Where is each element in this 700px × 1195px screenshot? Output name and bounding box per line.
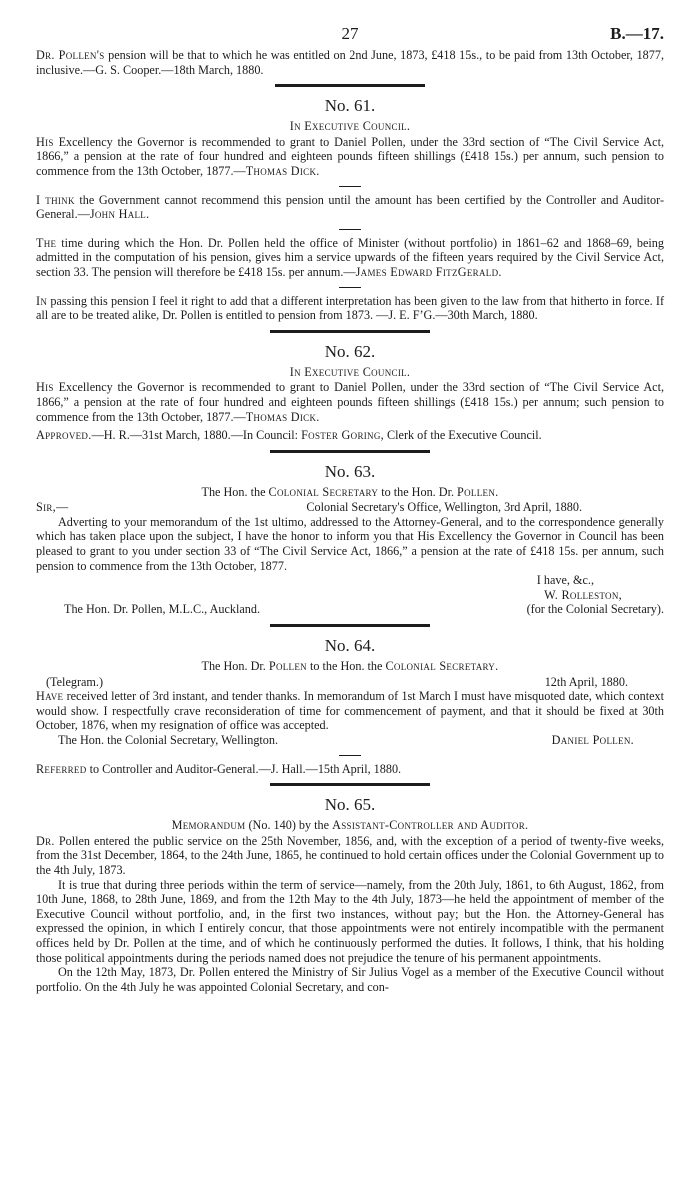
no65-subtitle-pre: Memorandum [171,818,246,833]
section-divider [270,330,430,333]
no62-approved-signature: Foster Goring, [301,428,384,443]
short-divider [339,755,361,756]
no65-title: No. 65. [324,795,376,815]
no63-salutation: Sir,— [36,500,69,515]
short-divider [339,229,361,230]
no65-subtitle-to: Assistant-Controller and Auditor. [332,818,529,833]
document-page [36,24,664,994]
no63-subtitle-to: Pollen. [457,484,499,499]
no61-p1-text: Excellency the Governor is recommended to grant to Daniel Pollen, under the 33rd section of “The Civil Service Act, 1866,” a pension at the rate of four hundred and eighteen pounds fifteen shillings (£418 15s.) per annum, such pension to commence from the 13th October, 1877.— [36,134,665,178]
no64-addressee: The Hon. the Colonial Secretary, Wellington. [58,733,279,747]
no64-subtitle [36,659,664,674]
intro-paragraph [36,48,664,77]
no63-subtitle-pre: The Hon. the [201,484,266,499]
no62-title: No. 62. [324,341,376,361]
no64-signature: Daniel Pollen. [551,733,634,747]
page-header [36,24,664,44]
no62-approved-text: —H. R.—31st March, 1880.—In Council: [91,428,299,443]
no61-p3-signature: James Edward FitzGerald. [355,264,502,279]
no63-subtitle-mid: to the Hon. Dr. [381,484,454,499]
short-divider [339,287,361,288]
no65-paragraph-1 [36,834,664,878]
section-divider [275,84,425,87]
no64-heading-row [36,675,664,690]
no62-approved-lead: Approved. [36,428,92,443]
no61-p2-signature: John Hall. [89,207,150,222]
no61-paragraph-1 [36,135,664,179]
no61-paragraph-2 [36,193,664,222]
no64-subtitle-to: Colonial Secretary. [385,659,499,674]
no62-approved-tail: Clerk of the Executive Council. [387,428,542,443]
no65-paragraph-2: It is true that during three periods within the term of service—namely, from the 20th July, 1861, to 6th August, 1862, from 10th June, 1868, to 28th June, 1869, and from the 12th May to the 4th July, 1873—he held the appointment of member of the Executive Council without portfolio, and, in the first two instances, without pay; but the Hon. the Attorney-General has expressed the opinion, in which I entirely concur, that those appointments were not entirely incompatible with the permanent offices held by Dr. Pollen at the time, and of which he continuously performed the duties. It follows, I think, that his holding those political appointments during the periods named does not prejudice the tenure of his permanent appointments. [36,877,664,965]
no62-p1-lead: His [36,380,54,395]
document-reference: B.—17. [610,24,664,43]
no63-office: Colonial Secretary's Office, Wellington, 3rd April, 1880. [306,500,582,515]
no63-closing: I have, &c., [536,573,594,588]
no63-addressee: The Hon. Dr. Pollen, M.L.C., Auckland. [64,602,260,617]
no63-footer-row [36,602,664,617]
no63-title: No. 63. [324,461,376,481]
no63-subtitle [36,485,664,500]
no62-paragraph-1 [36,380,664,424]
no65-p1-text: Pollen entered the public service on the 25th November, 1856, and, with the exception of a period of twenty-five weeks, from the 31st December, 1864, to the 24th June, 1865, he continued to hold certain offices under the Colonial Government up to the 4th July, 1873. [36,833,665,877]
no62-p1-text: Excellency the Governor is recommended to grant to Daniel Pollen, under the 33rd section of “The Civil Service Act, 1866,” a pension at the rate of four hundred and eighteen pounds fifteen shillings (£418 15s.) per annum; such pension to commence from the 13th October, 1877.— [36,380,665,424]
no64-subtitle-from: Pollen [268,659,307,674]
no64-referred-lead: Referred [36,761,87,776]
section-divider [270,783,430,786]
no64-footer-row [36,733,664,748]
no61-p1-signature: Thomas Dick. [245,163,320,178]
no63-body: Adverting to your memorandum of the 1st ultimo, addressed to the Attorney-General, and to the correspondence generally which has taken place upon the subject, I have the honor to inform you that His Excellency the Governor in Council has been pleased to grant to you under section 33 of “The Civil Service Act, 1866,” a pension at the rate of £418 15s. per annum, such pension to commence from the 13th October, 1877. [36,514,664,573]
no61-paragraph-4 [36,294,664,323]
no61-p1-lead: His [36,134,54,149]
no61-subtitle: In Executive Council. [289,119,411,134]
intro-name: Dr. Pollen's [36,48,105,62]
no61-p3-text: time during which the Hon. Dr. Pollen held the office of Minister (without portfolio) in 1861–62 and 1868–69, being admitted in the computation of his pension, gives him a service upwards of the fifteen years required by the Civil Service Act, section 33. The pension will therefore be £418 15s. per annum.— [36,235,664,279]
no62-p1-signature: Thomas Dick. [245,409,320,424]
no64-body-lead: Have [36,689,64,704]
no65-subtitle-mid: (No. 140) by the [248,818,330,833]
no61-p3-lead: The [36,235,57,250]
no63-heading-row [36,500,664,515]
no61-p4-lead: In [36,293,48,308]
no61-title: No. 61. [324,96,376,116]
no62-approved [36,428,664,443]
no64-body [36,689,664,733]
intro-text: pension will be that to which he was entitled on 2nd June, 1873, £418 15s., to be paid from 13th October, 1877, inclusive.—G. S. Cooper.—18th March, 1880. [36,48,664,77]
no63-subtitle-from: Colonial Secretary [268,484,379,499]
no63-signature: W. Rolleston, [544,587,622,602]
no64-subtitle-mid: to the Hon. the [310,659,383,674]
no64-telegram: (Telegram.) [46,674,104,689]
no64-subtitle-pre: The Hon. Dr. [201,659,266,674]
no63-for-line: (for the Colonial Secretary). [526,602,664,617]
no62-subtitle: In Executive Council. [289,364,411,379]
page-number: 27 [341,24,359,43]
no65-subtitle [36,818,664,833]
section-divider [270,624,430,627]
no64-body-text: received letter of 3rd instant, and tender thanks. In memorandum of 1st March I must have misquoted date, which context would show. I respectfully crave reconsideration of time for commencement of payment, and that it should be fixed at 30th October, 1876, when my resignation of office was accepted. [36,689,664,733]
no61-p2-text: the Government cannot recommend this pension until the amount has been certified by the Controller and Auditor-General.— [36,192,665,222]
no64-title: No. 64. [324,636,376,656]
no64-date: 12th April, 1880. [544,674,628,689]
no64-referred-text: to Controller and Auditor-General.—J. Hall.—15th April, 1880. [89,761,402,776]
no64-referred [36,762,664,777]
no61-paragraph-3 [36,236,664,280]
no65-paragraph-3: On the 12th May, 1873, Dr. Pollen entered the Ministry of Sir Julius Vogel as a member of the Executive Council without portfolio. On the 4th July he was appointed Colonial Secretary, and con- [36,965,664,994]
no61-p4-text: passing this pension I feel it right to add that a different interpretation has been given to the law from that hitherto in force. If all are to be treated alike, Dr. Pollen is entitled to pension from 1873. —J. E. F’G.—30th March, 1880. [36,293,665,323]
no61-p2-lead: I think [36,192,75,207]
short-divider [339,186,361,187]
section-divider [270,450,430,453]
no65-p1-lead: Dr. [36,833,55,848]
